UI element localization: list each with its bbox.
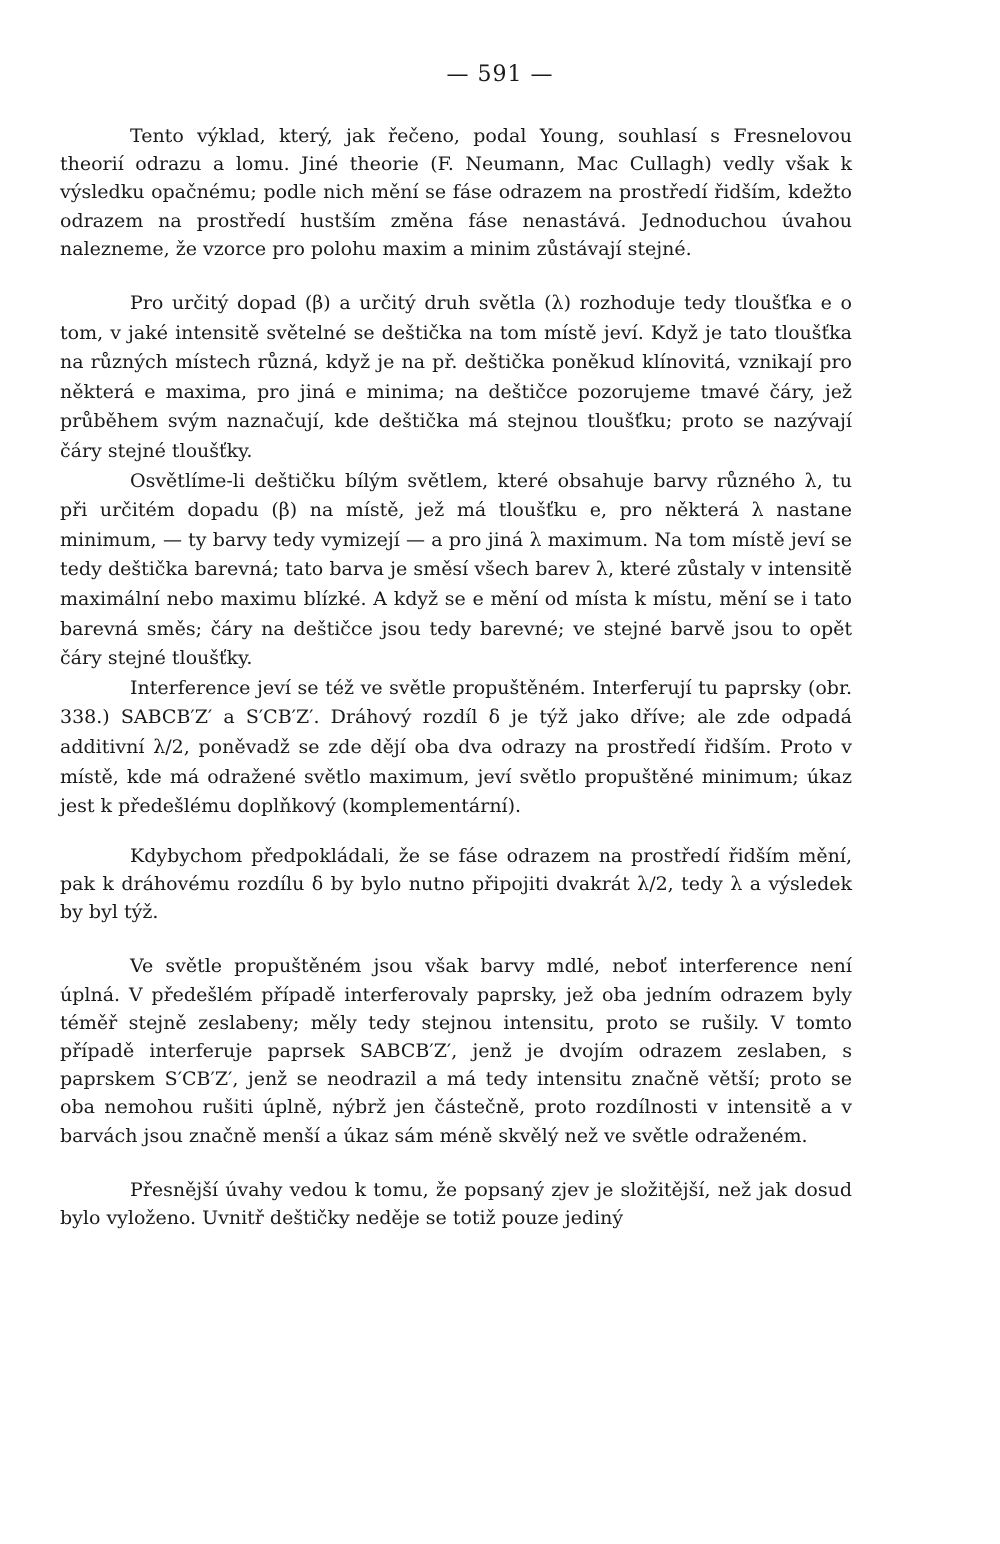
paragraph-6: Ve světle propuštěném jsou však barvy mdlé, neboť interference není úplná. V předešlém případě interferovaly paprsky, jež oba jedním odrazem byly téměř stejně zeslabeny; měly tedy stejnou intensitu, proto se rušily. V tomto případě interferuje paprsek SABCB′Z′, jenž je dvojím odrazem zeslaben, s paprskem S′CB′Z′, jenž se neodrazil a má tedy intensitu značně větší; proto se oba nemohou rušiti úplně, nýbrž jen částečně, proto rozdílnosti v intensitě a v barvách jsou značně menší a úkaz sám méně skvělý než ve světle odraženém. xyxy=(60,955,852,1147)
paragraph-5: Kdybychom předpokládali, že se fáse odrazem na prostředí řidším mění, pak k dráhovému rozdílu δ by bylo nutno připojiti dvakrát λ/2, tedy λ a výsledek by byl týž. xyxy=(60,844,852,924)
paragraph-4: Interference jeví se též ve světle propuštěném. Interferují tu paprsky (obr. 338.) SABCB′Z′ a S′CB′Z′. Dráhový rozdíl δ je týž jako dříve; ale zde odpadá additivní λ/2, poněvadž se zde dějí oba dva odrazy na prostředí řidším. Proto v místě, kde má odražené světlo maximum, jeví světlo propuštěné minimum; úkaz jest k předešlému doplňkový (komplementární). xyxy=(60,676,852,818)
paragraph-1: Tento výklad, který, jak řečeno, podal Young, souhlasí s Fresnelovou theorií odrazu a lomu. Jiné theorie (F. Neumann, Mac Cullagh) vedly však k výsledku opačnému; podle nich mění se fáse odrazem na prostředí řidším, kdežto odrazem na prostředí hustším změna fáse nenastává. Jednoduchou úvahou nalezneme, že vzorce pro polohu maxim a minim zůstávají stejné. xyxy=(60,125,852,260)
body-text xyxy=(60,122,852,1232)
page-number: — 591 — xyxy=(446,62,554,87)
paragraph-3: Osvětlíme-li deštičku bílým světlem, které obsahuje barvy různého λ, tu při určitém dopadu (β) na místě, jež má tloušťku e, pro některá λ nastane minimum, — ty barvy tedy vymizejí — a pro jiná λ maximum. Na tom místě jeví se tedy deštička barevná; tato barva je směsí všech barev λ, které zůstaly v intensitě maximální nebo maximu blízké. A když se e mění od místa k místu, mění se i tato barevná směs; čáry na deštičce jsou tedy barevné; ve stejné barvě jsou to opět čáry stejné tloušťky. xyxy=(60,469,852,670)
paragraph-7: Přesnější úvahy vedou k tomu, že popsaný zjev je složitější, než jak dosud bylo vyloženo. Uvnitř deštičky neděje se totiž pouze jediný xyxy=(60,1178,852,1229)
paragraph-2: Pro určitý dopad (β) a určitý druh světla (λ) rozhoduje tedy tloušťka e o tom, v jaké intensitě světelné se deštička na tom místě jeví. Když je tato tloušťka na různých místech různá, když je na př. deštička poněkud klínovitá, vznikají pro některá e maxima, pro jiná e minima; na deštičce pozorujeme tmavé čáry, jež průběhem svým naznačují, kde deštička má stejnou tloušťku; proto se nazývají čáry stejné tloušťky. xyxy=(60,292,852,462)
